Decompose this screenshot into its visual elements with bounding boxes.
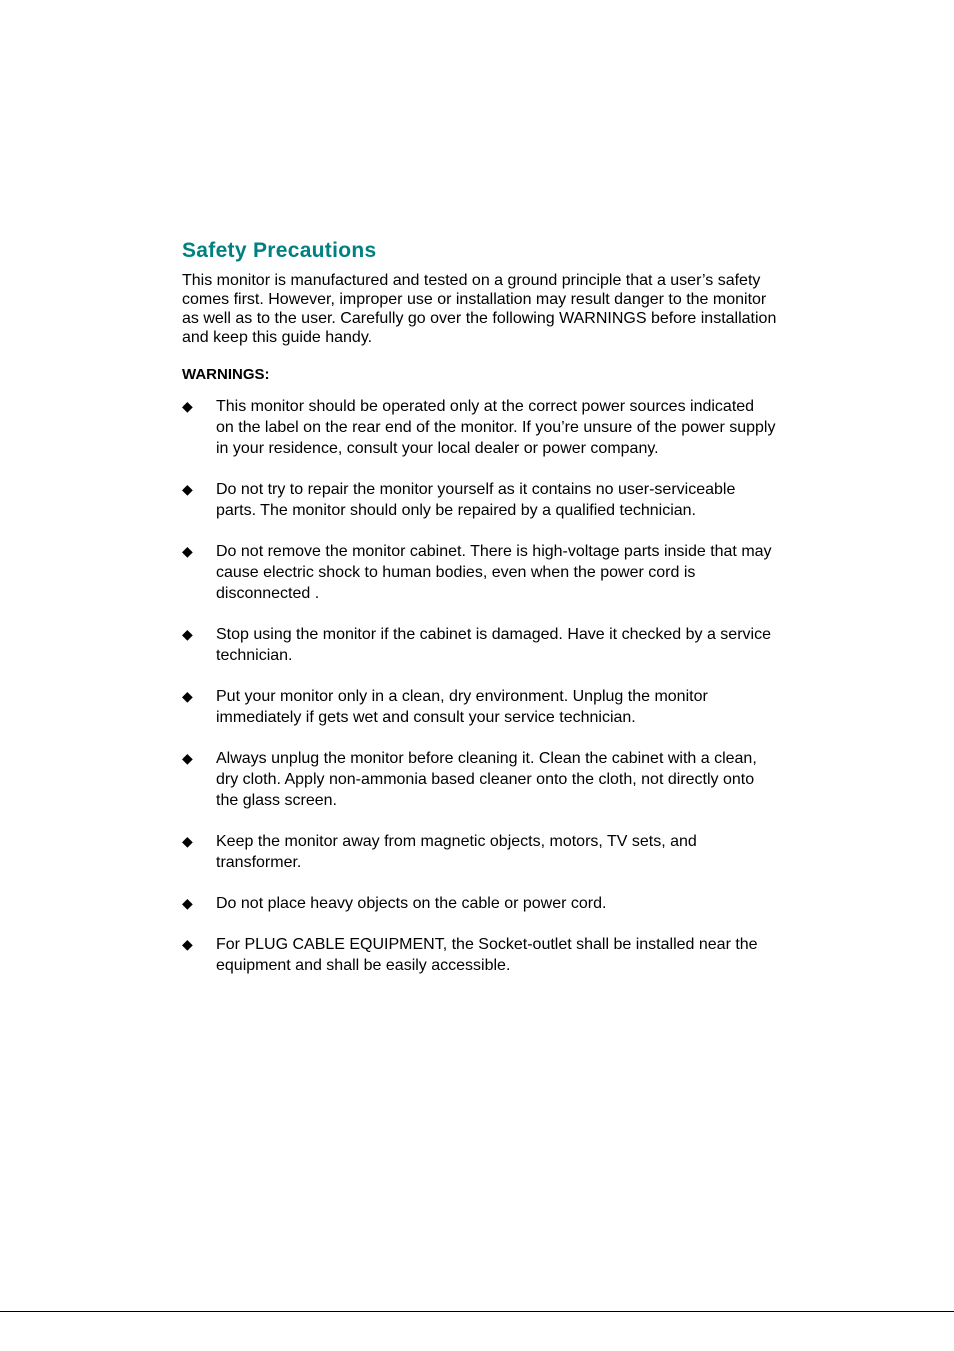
diamond-bullet-icon: ◆ xyxy=(182,626,193,642)
diamond-bullet-icon: ◆ xyxy=(182,750,193,766)
diamond-bullet-icon: ◆ xyxy=(182,895,193,911)
warning-item xyxy=(182,831,776,873)
footer-divider xyxy=(0,1311,954,1312)
diamond-bullet-icon: ◆ xyxy=(182,543,193,559)
diamond-bullet-icon: ◆ xyxy=(182,833,193,849)
warning-text: Stop using the monitor if the cabinet is damaged. Have it checked by a service technician. xyxy=(216,626,771,664)
warning-item xyxy=(182,624,776,666)
warning-text: Put your monitor only in a clean, dry environment. Unplug the monitor immediately if gets wet and consult your service technician. xyxy=(216,688,708,726)
document-content xyxy=(182,236,782,996)
diamond-bullet-icon: ◆ xyxy=(182,398,193,414)
warning-item xyxy=(182,748,776,811)
warning-text: Do not try to repair the monitor yourself as it contains no user-serviceable parts. The monitor should only be repaired by a qualified technician. xyxy=(216,481,736,519)
diamond-bullet-icon: ◆ xyxy=(182,481,193,497)
intro-paragraph: This monitor is manufactured and tested on a ground principle that a user’s safety comes first. However, improper use or installation may result danger to the monitor as well as to the user. Carefully go over the following WARNINGS before installation and keep this guide handy. xyxy=(182,272,777,346)
warning-text: Do not place heavy objects on the cable or power cord. xyxy=(216,895,607,912)
warning-text: This monitor should be operated only at the correct power sources indicated on the label on the rear end of the monitor. If you’re unsure of the power supply in your residence, consult your local dealer or power company. xyxy=(216,398,776,457)
warnings-heading: WARNINGS: xyxy=(182,366,270,383)
warning-text: Do not remove the monitor cabinet. There is high-voltage parts inside that may cause electric shock to human bodies, even when the power cord is disconnected . xyxy=(216,543,772,602)
warning-text: Always unplug the monitor before cleaning it. Clean the cabinet with a clean, dry cloth. Apply non-ammonia based cleaner onto the cloth, not directly onto the glass screen. xyxy=(216,750,757,809)
warning-item xyxy=(182,893,776,914)
warning-text: Keep the monitor away from magnetic objects, motors, TV sets, and transformer. xyxy=(216,833,697,871)
diamond-bullet-icon: ◆ xyxy=(182,936,193,952)
warning-item xyxy=(182,934,776,976)
warning-item xyxy=(182,541,776,604)
warning-list xyxy=(182,396,782,976)
warning-item xyxy=(182,479,776,521)
warning-text: For PLUG CABLE EQUIPMENT, the Socket-outlet shall be installed near the equipment and shall be easily accessible. xyxy=(216,936,758,974)
warning-item xyxy=(182,686,776,728)
page-title: Safety Precautions xyxy=(182,239,377,262)
diamond-bullet-icon: ◆ xyxy=(182,688,193,704)
warning-item xyxy=(182,396,776,459)
